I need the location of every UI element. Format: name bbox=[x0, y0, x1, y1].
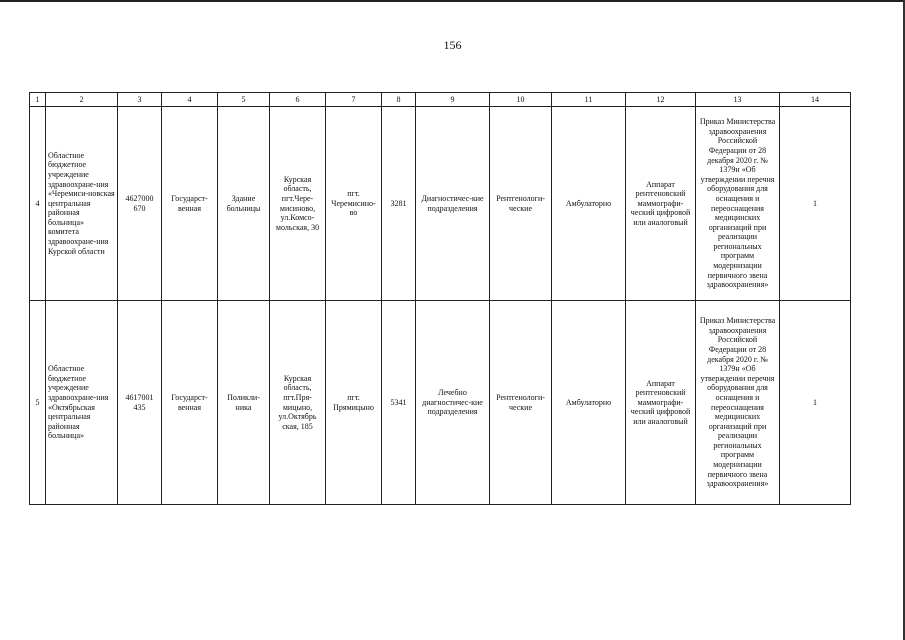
table-row bbox=[30, 107, 851, 301]
quantity: 1 bbox=[780, 301, 851, 505]
population: 5341 bbox=[382, 301, 416, 505]
department: Диагностичес-кие подразделения bbox=[416, 107, 490, 301]
department-profile: Рентгенологи-ческие bbox=[490, 301, 552, 505]
table-row bbox=[30, 301, 851, 505]
header-cell: 2 bbox=[46, 93, 118, 107]
organization-code: 4627000 670 bbox=[118, 107, 162, 301]
header-row bbox=[30, 93, 851, 107]
department-profile: Рентгенологи-ческие bbox=[490, 107, 552, 301]
equipment-table bbox=[29, 92, 851, 505]
header-cell: 13 bbox=[696, 93, 780, 107]
regulation-basis: Приказ Министерства здравоохранения Российской Федерации от 28 декабря 2020 г. № 1379н «Об утверждении перечня оборудования для оснащения и переоснащения медицинских организаций при реализации региональных программ модернизации первичного звена здравоохранения» bbox=[696, 301, 780, 505]
header-cell: 6 bbox=[270, 93, 326, 107]
header-cell: 4 bbox=[162, 93, 218, 107]
scan-top-edge bbox=[0, 0, 905, 2]
header-cell: 7 bbox=[326, 93, 382, 107]
care-conditions: Амбулаторно bbox=[552, 301, 626, 505]
row-number: 4 bbox=[30, 107, 46, 301]
building-type: Поликли-ника bbox=[218, 301, 270, 505]
organization-name: Областное бюджетное учреждение здравоохране-ния «Октябрьская центральная районная больница» bbox=[46, 301, 118, 505]
ownership-form: Государст-венная bbox=[162, 107, 218, 301]
header-cell: 10 bbox=[490, 93, 552, 107]
department: Лечебно диагностичес-кие подразделения bbox=[416, 301, 490, 505]
header-cell: 5 bbox=[218, 93, 270, 107]
header-cell: 11 bbox=[552, 93, 626, 107]
header-cell: 1 bbox=[30, 93, 46, 107]
ownership-form: Государст-венная bbox=[162, 301, 218, 505]
header-cell: 9 bbox=[416, 93, 490, 107]
header-cell: 8 bbox=[382, 93, 416, 107]
header-cell: 12 bbox=[626, 93, 696, 107]
header-cell: 14 bbox=[780, 93, 851, 107]
care-conditions: Амбулаторно bbox=[552, 107, 626, 301]
row-number: 5 bbox=[30, 301, 46, 505]
regulation-basis: Приказ Министерства здравоохранения Российской Федерации от 28 декабря 2020 г. № 1379н «Об утверждении перечня оборудования для оснащения и переоснащения медицинских организаций при реализации региональных программ модернизации первичного звена здравоохранения» bbox=[696, 107, 780, 301]
population: 3281 bbox=[382, 107, 416, 301]
equipment-name: Аппарат рентгеновский маммографи-ческий цифровой или аналоговый bbox=[626, 301, 696, 505]
settlement: пгт. Прямицыно bbox=[326, 301, 382, 505]
equipment-name: Аппарат рентгеновский маммографи-ческий цифровой или аналоговый bbox=[626, 107, 696, 301]
organization-name: Областное бюджетное учреждение здравоохране-ния «Черемиси-новская центральная районная больница» комитета здравоохране-ния Курской области bbox=[46, 107, 118, 301]
address: Курская область, пгт.Чере-мисиново, ул.Комсо-мольская, 30 bbox=[270, 107, 326, 301]
organization-code: 4617001 435 bbox=[118, 301, 162, 505]
header-cell: 3 bbox=[118, 93, 162, 107]
quantity: 1 bbox=[780, 107, 851, 301]
building-type: Здание больницы bbox=[218, 107, 270, 301]
page-number: 156 bbox=[443, 38, 462, 52]
address: Курская область, пгт.Пря-мицыно, ул.Октябрь ская, 185 bbox=[270, 301, 326, 505]
settlement: пгт. Черемисино-во bbox=[326, 107, 382, 301]
